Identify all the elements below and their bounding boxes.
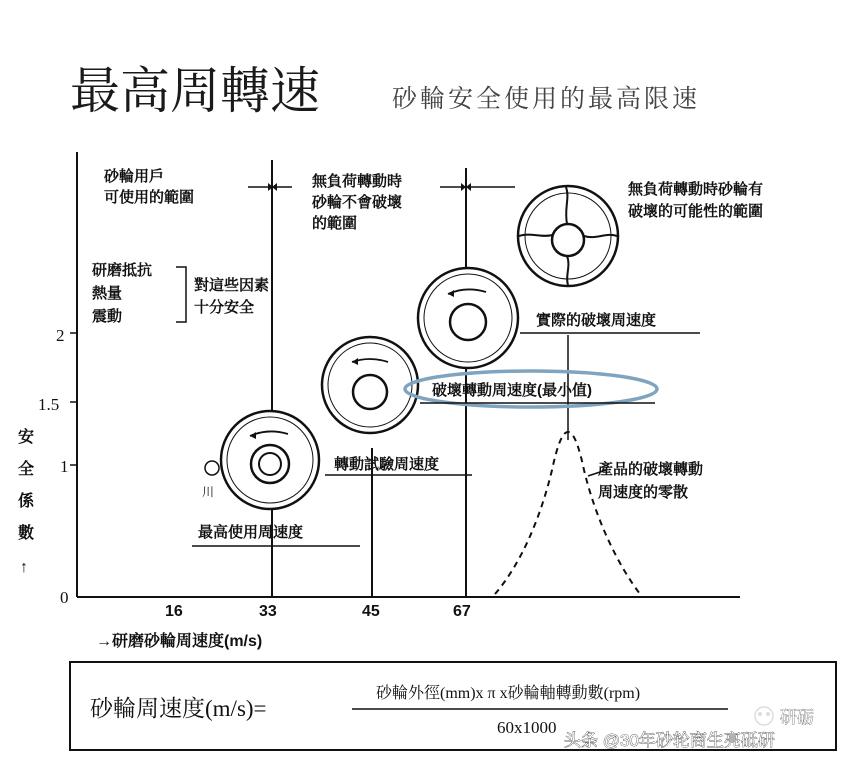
factor-label: 熱量 (92, 285, 123, 302)
dispersion-curve (495, 432, 640, 594)
user-range-label: 砂輪用戶 (104, 168, 165, 185)
x-axis-title: →研磨砂輪周速度(m/s) (96, 633, 263, 650)
page-title: 最高周轉速 (70, 63, 320, 119)
small-wheel-mark: 川 (202, 485, 215, 499)
wheel-rotation-test-icon (322, 337, 418, 433)
y-axis-title-char: 係 (18, 493, 35, 510)
y-tick-label: 0 (60, 588, 69, 607)
dispersion-label: 周速度的零散 (598, 484, 689, 501)
factor-label: 震動 (92, 308, 123, 325)
user-range-label: 可使用的範圍 (104, 189, 195, 206)
factor-bracket (176, 267, 186, 322)
max-use-label: 最高使用周速度 (198, 524, 304, 541)
watermark-text: 头条 @30年砂轮商生亮砥研 (564, 731, 775, 750)
formula-numerator: 砂輪外徑(mm)x π x砂輪軸轉動數(rpm) (376, 685, 641, 702)
formula-lhs: 砂輪周速度(m/s)= (90, 696, 267, 721)
factor-note: 十分安全 (194, 299, 255, 316)
x-tick-label: 33 (259, 603, 277, 620)
formula-denominator: 60x1000 (497, 718, 557, 737)
break-possible-label: 破壞的可能性的範圍 (628, 203, 764, 220)
no-load-safe-label: 無負荷轉動時 (312, 173, 403, 190)
y-tick-label: 1.5 (38, 395, 60, 414)
watermark-logo: 研砺 (780, 708, 814, 727)
factor-note: 對這些因素 (194, 277, 270, 294)
y-axis-title-char: 安 (18, 429, 35, 446)
no-load-safe-label: 的範圍 (312, 215, 358, 232)
wheel-actual-break-icon (418, 268, 518, 368)
break-min-label: 破壞轉動周速度(最小值) (432, 382, 592, 399)
no-load-safe-label: 砂輪不會破壞 (312, 194, 403, 211)
y-axis-title-char: ↑ (20, 559, 28, 576)
page-subtitle: 砂輪安全使用的最高限速 (392, 86, 701, 113)
break-possible-label: 無負荷轉動時砂輪有 (628, 181, 764, 198)
small-wheel-icon (205, 461, 219, 475)
x-tick-label: 67 (453, 603, 471, 620)
y-tick-label: 2 (56, 326, 65, 345)
wheel-max-use-icon (221, 411, 319, 509)
factor-label: 研磨抵抗 (92, 262, 153, 279)
y-tick-label: 1 (60, 457, 69, 476)
x-tick-label: 16 (165, 603, 183, 620)
actual-break-label: 實際的破壞周速度 (536, 312, 657, 329)
y-axis-title-char: 全 (18, 461, 35, 478)
rotation-test-label: 轉動試驗周速度 (334, 456, 440, 473)
x-tick-label: 45 (362, 603, 380, 620)
cracked-wheel-icon (518, 186, 618, 286)
y-axis-title-char: 數 (18, 525, 35, 542)
dispersion-label: 產品的破壞轉動 (598, 461, 704, 478)
